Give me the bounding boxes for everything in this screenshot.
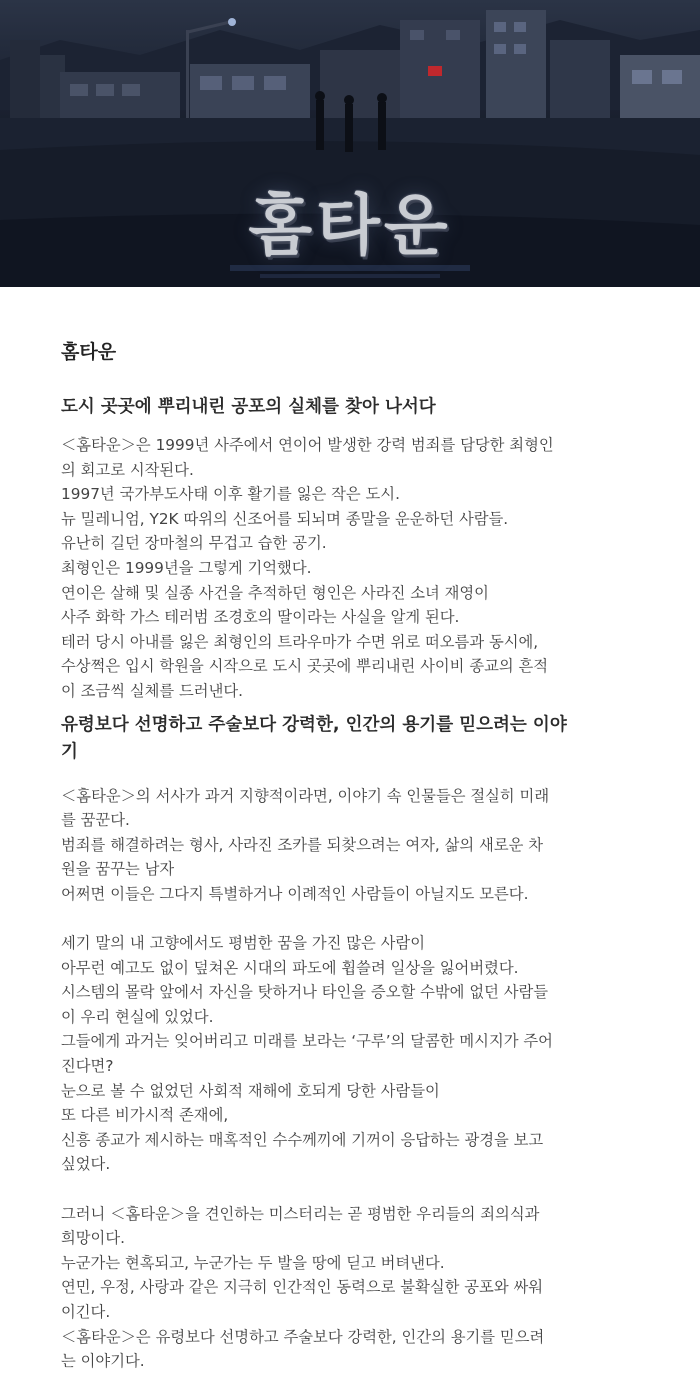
text-line: 유난히 길던 장마철의 무겁고 습한 공기.: [61, 534, 327, 553]
text-line: 진다면?: [61, 1057, 114, 1076]
text-line: 시스템의 몰락 앞에서 자신을 탓하거나 타인을 증오할 수밖에 없던 사람들: [61, 983, 549, 1002]
text-line: 신흥 종교가 제시하는 매혹적인 수수께끼에 기꺼이 응답하는 광경을 보고: [61, 1130, 544, 1149]
paragraph-gap: [61, 1177, 651, 1202]
section-2-paragraph-2: [61, 931, 651, 1177]
text-line: 이 우리 현실에 있었다.: [61, 1007, 214, 1026]
text-line: 최형인은 1999년을 그렇게 기억했다.: [61, 558, 312, 577]
text-line: 뉴 밀레니엄, Y2K 따위의 신조어를 되뇌며 종말을 운운하던 사람들.: [61, 509, 509, 528]
text-line: 의 회고로 시작된다.: [61, 460, 194, 479]
section-2-paragraph-1: [61, 784, 651, 907]
text-line: 세기 말의 내 고향에서도 평범한 꿈을 가진 많은 사람이: [61, 934, 425, 953]
text-line: 어쩌면 이들은 그다지 특별하거나 이례적인 사람들이 아닐지도 모른다.: [61, 884, 529, 903]
section-2-paragraph-3: [61, 1202, 651, 1374]
text-line: 수상쩍은 입시 학원을 시작으로 도시 곳곳에 뿌리내린 사이비 종교의 흔적: [61, 657, 549, 676]
movie-title: 홈타운: [61, 341, 117, 363]
heading-line: 유령보다 선명하고 주술보다 강력한, 인간의 용기를 믿으려는 이야: [61, 714, 567, 735]
paragraph-gap: [61, 907, 651, 932]
text-line: ＜홈타운＞은 유령보다 선명하고 주술보다 강력한, 인간의 용기를 믿으려: [61, 1327, 545, 1346]
text-line: 그러니 ＜홈타운＞을 견인하는 미스터리는 곧 평범한 우리들의 죄의식과: [61, 1204, 540, 1223]
section-heading-1: 도시 곳곳에 뿌리내린 공포의 실체를 찾아 나서다: [61, 397, 436, 417]
hero-banner: [0, 0, 700, 287]
text-line: 1997년 국가부도사태 이후 활기를 잃은 작은 도시.: [61, 485, 400, 504]
text-line: 그들에게 과거는 잊어버리고 미래를 보라는 ‘구루’의 달콤한 메시지가 주어: [61, 1032, 553, 1051]
text-line: 누군가는 현혹되고, 누군가는 두 발을 땅에 딛고 버텨낸다.: [61, 1253, 445, 1272]
text-line: 연민, 우정, 사랑과 같은 지극히 인간적인 동력으로 불확실한 공포와 싸워: [61, 1278, 544, 1297]
text-line: 눈으로 볼 수 없었던 사회적 재해에 호되게 당한 사람들이: [61, 1081, 440, 1100]
text-line: 아무런 예고도 없이 덮쳐온 시대의 파도에 휩쓸려 일상을 잃어버렸다.: [61, 958, 519, 977]
text-line: 테러 당시 아내를 잃은 최형인의 트라우마가 수면 위로 떠오름과 동시에,: [61, 632, 539, 651]
text-line: 희망이다.: [61, 1229, 125, 1248]
text-line: 원을 꿈꾸는 남자: [61, 860, 175, 879]
section-1-paragraph: [61, 433, 651, 704]
heading-line: 기: [61, 741, 78, 762]
article-content: [61, 336, 651, 1374]
text-line: 범죄를 해결하려는 형사, 사라진 조카를 되찾으려는 여자, 삶의 새로운 차: [61, 835, 544, 854]
text-line: 싶었다.: [61, 1155, 111, 1174]
text-line: 이긴다.: [61, 1303, 111, 1321]
text-line: 는 이야기다.: [61, 1352, 145, 1371]
hero-title: 홈타운: [248, 187, 452, 264]
text-line: 연이은 살해 및 실종 사건을 추적하던 형인은 사라진 소녀 재영이: [61, 583, 489, 602]
text-line: 또 다른 비가시적 존재에,: [61, 1106, 229, 1125]
text-line: ＜홈타운＞의 서사가 과거 지향적이라면, 이야기 속 인물들은 절실히 미래: [61, 786, 550, 805]
text-line: 이 조금씩 실체를 드러낸다.: [61, 681, 243, 700]
text-line: 를 꿈꾼다.: [61, 811, 130, 830]
text-line: 사주 화학 가스 테러범 조경호의 딸이라는 사실을 알게 된다.: [61, 608, 460, 627]
section-heading-2: [61, 712, 651, 766]
text-line: ＜홈타운＞은 1999년 사주에서 연이어 발생한 강력 범죄를 담당한 최형인: [61, 436, 554, 454]
